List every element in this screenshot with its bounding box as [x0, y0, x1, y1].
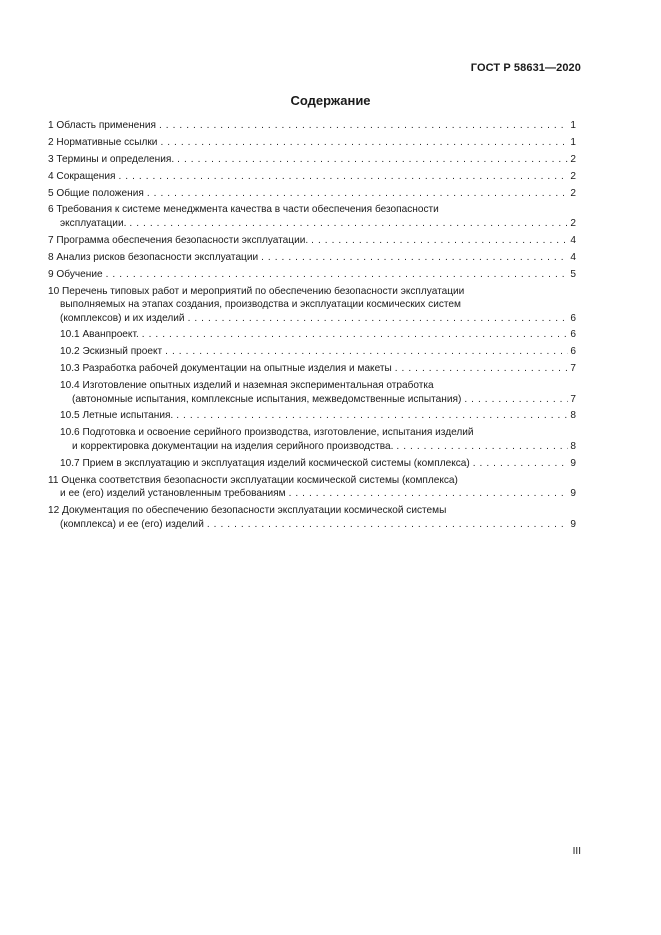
toc-entry-title: 10.1 Аванпроект.: [60, 329, 139, 341]
page-number: III: [572, 846, 581, 857]
toc-entry-5[interactable]: [48, 187, 576, 201]
toc-page-number: 8: [570, 440, 576, 452]
toc-page-number: 4: [570, 234, 576, 246]
toc-entry-2[interactable]: [48, 136, 576, 150]
dot-leader: [165, 345, 568, 359]
toc-entry-10-1[interactable]: [48, 328, 576, 342]
toc-entry-title: 10.2 Эскизный проект: [60, 346, 163, 358]
dot-leader: [289, 487, 569, 501]
dot-leader: [142, 328, 569, 342]
toc-page-number: 6: [570, 329, 576, 341]
toc-entry-title: 10.7 Прием в эксплуатацию и эксплуатация изделий космической системы (комплекса): [60, 457, 470, 469]
toc-entry-title: 7 Программа обеспечения безопасности эксплуатации.: [48, 234, 309, 246]
toc-entry-6[interactable]: [48, 203, 576, 230]
toc-page-number: 5: [570, 268, 576, 280]
toc-page-number: 6: [570, 346, 576, 358]
toc-entry-title: 5 Общие положения: [48, 187, 144, 199]
dot-leader: [118, 170, 568, 184]
toc-entry-title-continued: и корректировка документации на изделия серийного производства.: [72, 440, 394, 452]
toc-entry-title: 6 Требования к системе менеджмента качества в части обеспечения безопасности: [48, 204, 439, 216]
toc-page-number: 2: [570, 170, 576, 182]
dot-leader: [188, 312, 569, 326]
dot-leader: [176, 409, 568, 423]
toc-page-number: 2: [570, 187, 576, 199]
dot-leader: [395, 362, 569, 376]
toc-entry-7[interactable]: [48, 234, 576, 248]
toc-entry-10[interactable]: [48, 285, 576, 326]
toc-entry-8[interactable]: [48, 251, 576, 265]
toc-entry-title-continued: эксплуатации.: [60, 217, 127, 229]
toc-entry-10-4[interactable]: [48, 379, 576, 406]
toc-entry-10-6[interactable]: [48, 426, 576, 453]
toc-entry-title-continued: выполняемых на этапах создания, производства и эксплуатации космических систем: [60, 299, 461, 311]
toc-entry-12[interactable]: [48, 504, 576, 531]
toc-entry-title: 9 Обучение: [48, 268, 103, 280]
dot-leader: [261, 251, 568, 265]
toc-entry-title: 8 Анализ рисков безопасности эксплуатации: [48, 251, 259, 263]
toc-entry-1[interactable]: [48, 119, 576, 133]
toc-page-number: 1: [570, 120, 576, 131]
toc-page-number: 9: [570, 488, 576, 500]
toc-page-number: 6: [570, 312, 576, 324]
toc-page-number: 7: [570, 363, 576, 375]
toc-entry-title: 4 Сокращения: [48, 170, 116, 182]
toc-entry-10-7[interactable]: [48, 457, 576, 471]
toc-entry-9[interactable]: [48, 268, 576, 282]
table-of-contents: [48, 119, 576, 534]
toc-entry-title-continued: и ее (его) изделий установленным требованиям: [60, 488, 286, 500]
dot-leader: [473, 457, 569, 471]
dot-leader: [207, 518, 569, 532]
toc-page-number: 1: [570, 136, 576, 148]
dot-leader: [160, 136, 568, 150]
dot-leader: [106, 268, 569, 282]
toc-entry-title: 10 Перечень типовых работ и мероприятий по обеспечению безопасности эксплуатации: [48, 285, 465, 297]
toc-entry-3[interactable]: [48, 153, 576, 167]
toc-entry-10-5[interactable]: [48, 409, 576, 423]
toc-page-number: 8: [570, 410, 576, 422]
toc-page-number: 7: [570, 393, 576, 405]
dot-leader: [311, 234, 568, 248]
dot-leader: [159, 119, 568, 133]
toc-entry-title: 2 Нормативные ссылки: [48, 136, 158, 148]
toc-entry-title-continued: (автономные испытания, комплексные испытания, межведомственные испытания): [72, 393, 462, 405]
toc-entry-title-continued: (комплекса) и ее (его) изделий: [60, 518, 204, 530]
toc-entry-11[interactable]: [48, 474, 576, 501]
dot-leader: [147, 187, 569, 201]
toc-entry-title: 10.4 Изготовление опытных изделий и наземная экспериментальная отработка: [60, 380, 434, 392]
toc-entry-title: 10.6 Подготовка и освоение серийного производства, изготовление, испытания изделий: [60, 427, 474, 439]
toc-entry-10-3[interactable]: [48, 362, 576, 376]
dot-leader: [396, 440, 568, 454]
toc-page-number: 2: [570, 153, 576, 165]
document-standard-number: ГОСТ Р 58631—2020: [470, 62, 581, 74]
toc-entry-title: 10.5 Летные испытания.: [60, 410, 174, 422]
toc-entry-title: 11 Оценка соответствия безопасности эксплуатации космической системы (комплекса): [48, 474, 458, 486]
dot-leader: [177, 153, 568, 167]
toc-page-number: 9: [570, 518, 576, 530]
dot-leader: [129, 217, 568, 231]
toc-page-number: 9: [570, 457, 576, 469]
toc-entry-title: 3 Термины и определения.: [48, 153, 175, 165]
dot-leader: [464, 393, 568, 407]
toc-entry-4[interactable]: [48, 170, 576, 184]
toc-entry-title-continued: (комплексов) и их изделий: [60, 312, 185, 324]
toc-entry-title: 1 Область применения: [48, 120, 156, 131]
toc-entry-title: 10.3 Разработка рабочей документации на опытные изделия и макеты: [60, 363, 392, 375]
toc-entry-10-2[interactable]: [48, 345, 576, 359]
page-title: Содержание: [290, 93, 371, 108]
toc-page-number: 2: [570, 217, 576, 229]
toc-page-number: 4: [570, 251, 576, 263]
toc-entry-title: 12 Документация по обеспечению безопасности эксплуатации космической системы: [48, 505, 447, 517]
